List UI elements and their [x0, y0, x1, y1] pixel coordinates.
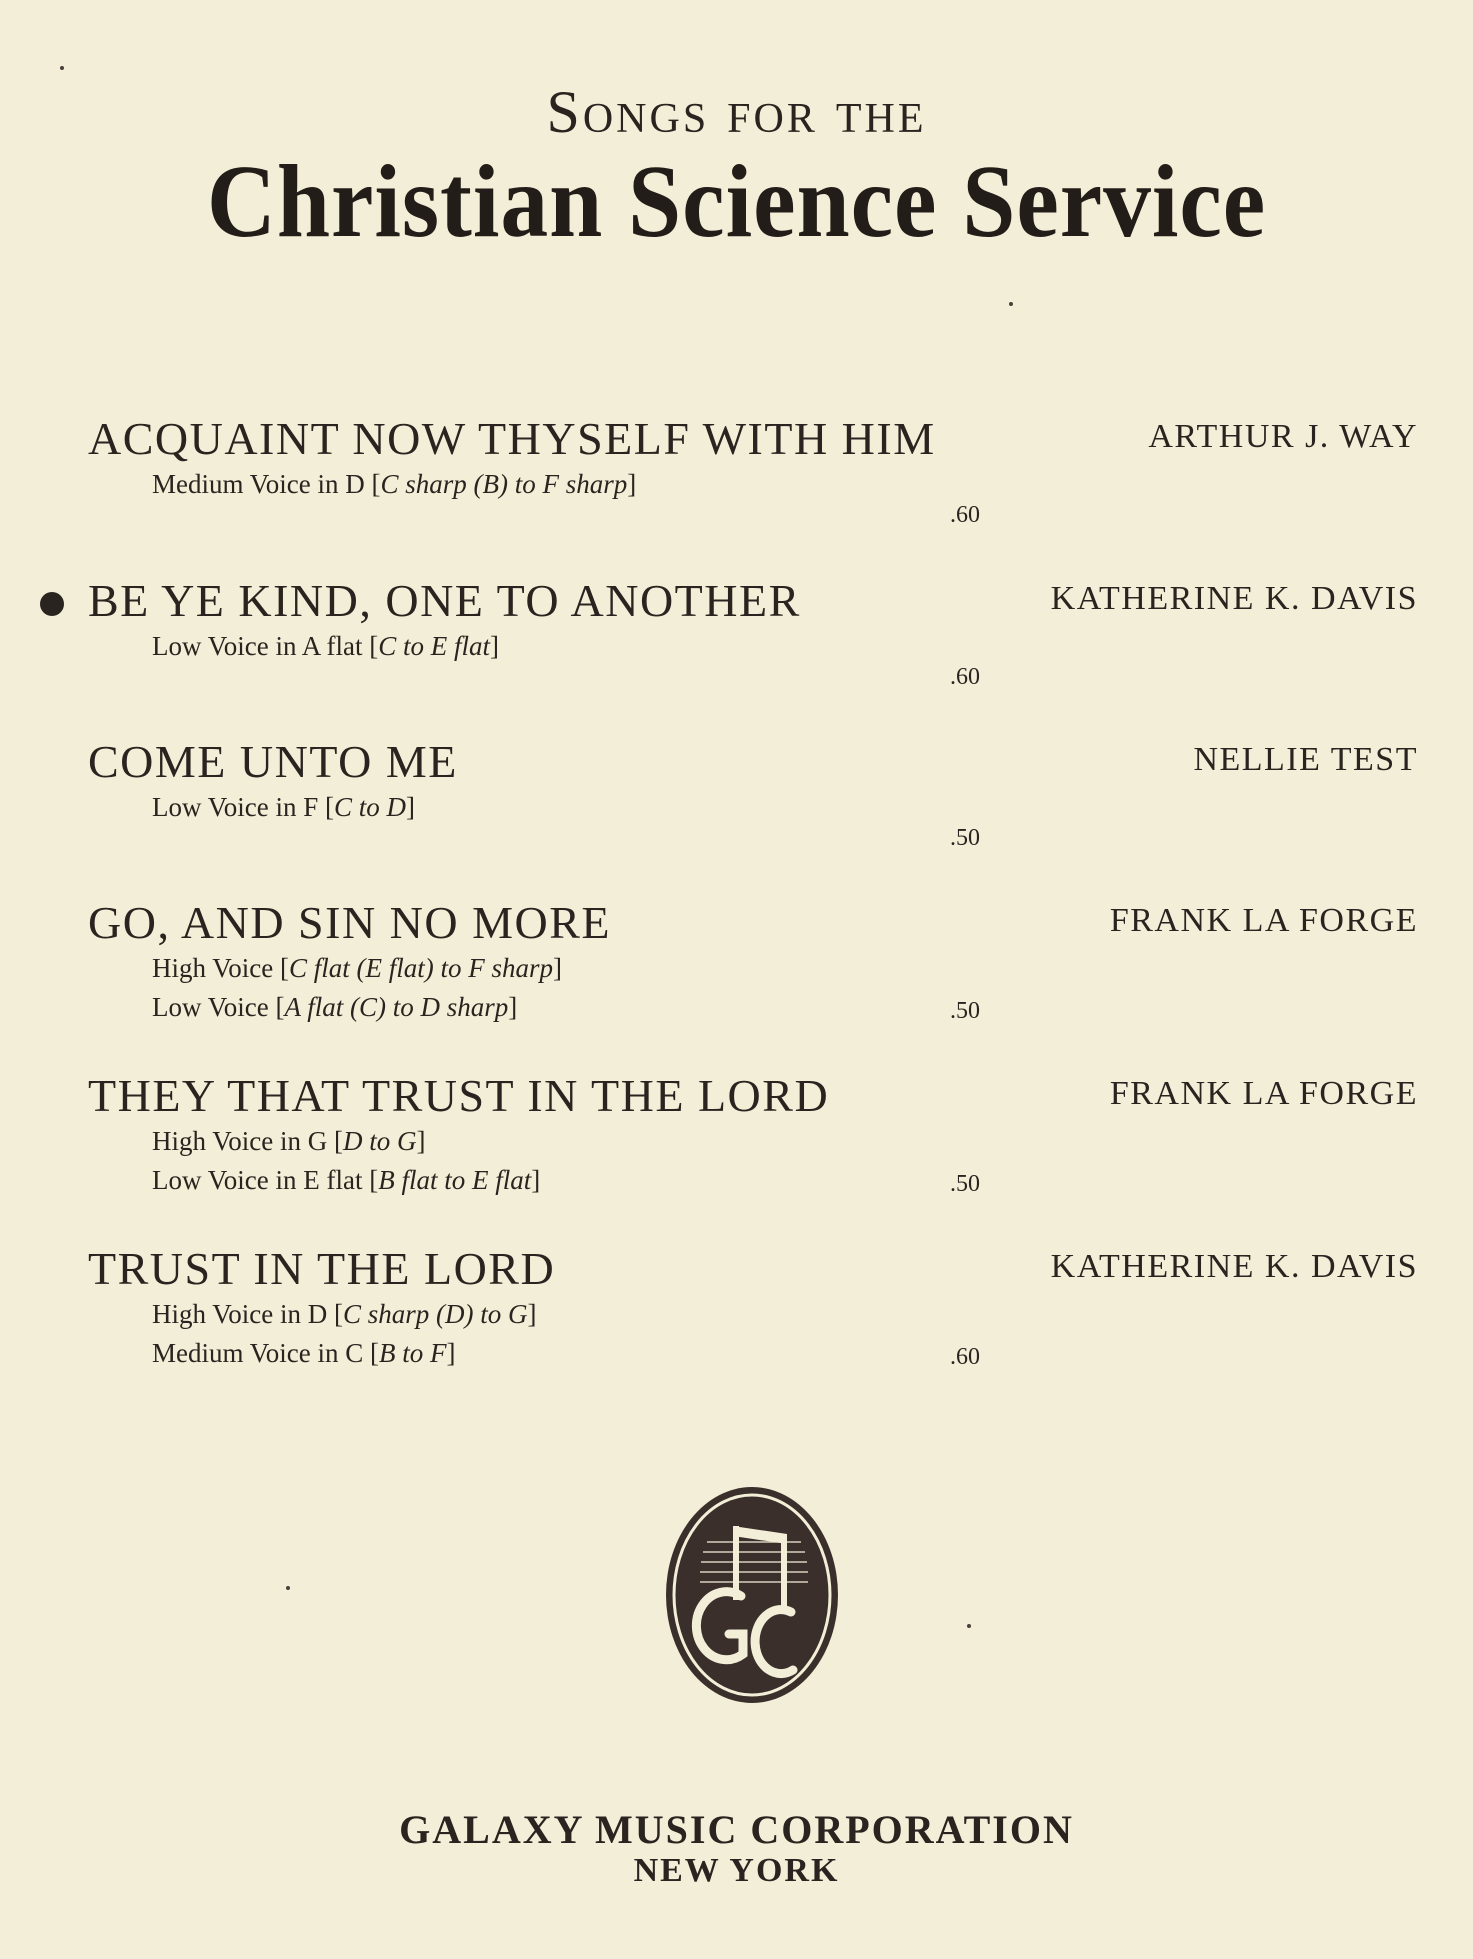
- voice-range: C sharp (D) to G: [343, 1299, 528, 1329]
- voice-range: A flat (C) to D sharp: [284, 992, 509, 1022]
- voice-range: D to G: [343, 1126, 417, 1156]
- voice-range: C sharp (B) to F sharp: [380, 469, 628, 499]
- voice-line: High Voice [C flat (E flat) to F sharp]: [152, 953, 563, 983]
- song-title: GO, AND SIN NO MORE: [88, 897, 612, 948]
- voice-label: Low Voice in A flat: [152, 631, 363, 661]
- header-title: Christian Science Service: [206, 144, 1267, 259]
- song-price: .60: [950, 664, 980, 690]
- song-price: .50: [950, 998, 980, 1024]
- voice-label: Medium Voice in C: [152, 1338, 364, 1368]
- voice-line: High Voice in D [C sharp (D) to G]: [152, 1299, 537, 1329]
- song-price: .60: [950, 1344, 980, 1370]
- song-title: TRUST IN THE LORD: [88, 1243, 556, 1294]
- voice-label: Low Voice in F: [152, 792, 319, 822]
- publisher-name: GALAXY MUSIC CORPORATION: [399, 1807, 1074, 1852]
- song-price: .50: [950, 1171, 980, 1197]
- voice-label: Low Voice: [152, 992, 269, 1022]
- song-title: ACQUAINT NOW THYSELF WITH HIM: [88, 413, 936, 464]
- paper-speck: [967, 1624, 971, 1628]
- voice-range: B flat to E flat: [378, 1165, 532, 1195]
- voice-range: C to D: [334, 792, 407, 822]
- voice-line: Low Voice in F [C to D]: [152, 792, 416, 822]
- publisher-logo: [663, 1484, 841, 1706]
- song-composer: ARTHUR J. WAY: [1148, 418, 1418, 455]
- voice-range: C flat (E flat) to F sharp: [289, 953, 554, 983]
- voice-line: High Voice in G [D to G]: [152, 1126, 426, 1156]
- voice-range: B to F: [379, 1338, 447, 1368]
- voice-line: Low Voice in E flat [B flat to E flat]: [152, 1165, 541, 1195]
- paper-speck: [1009, 302, 1013, 306]
- song-price: .50: [950, 825, 980, 851]
- song-composer: FRANK LA FORGE: [1109, 1075, 1418, 1112]
- marked-bullet-icon: [40, 592, 64, 616]
- voice-label: Medium Voice in D: [152, 469, 365, 499]
- song-composer: KATHERINE K. DAVIS: [1050, 1248, 1418, 1285]
- voice-label: High Voice in D: [152, 1299, 328, 1329]
- voice-line: Medium Voice in D [C sharp (B) to F sharp]: [152, 469, 637, 499]
- header-subtitle: Songs for the: [546, 79, 927, 145]
- song-composer: KATHERINE K. DAVIS: [1050, 580, 1418, 617]
- voice-label: Low Voice in E flat: [152, 1165, 363, 1195]
- paper-speck: [60, 66, 64, 70]
- publisher-city: NEW YORK: [633, 1852, 840, 1889]
- voice-range: C to E flat: [378, 631, 491, 661]
- voice-line: Medium Voice in C [B to F]: [152, 1338, 456, 1368]
- voice-label: High Voice in G: [152, 1126, 328, 1156]
- voice-line: Low Voice in A flat [C to E flat]: [152, 631, 500, 661]
- song-title: COME UNTO ME: [88, 736, 458, 787]
- song-title: BE YE KIND, ONE TO ANOTHER: [88, 575, 801, 626]
- paper-speck: [286, 1586, 290, 1590]
- song-title: THEY THAT TRUST IN THE LORD: [88, 1070, 830, 1121]
- song-composer: NELLIE TEST: [1193, 741, 1418, 778]
- song-price: .60: [950, 502, 980, 528]
- music-note-monogram-icon: [663, 1484, 841, 1706]
- song-composer: FRANK LA FORGE: [1109, 902, 1418, 939]
- voice-label: High Voice: [152, 953, 274, 983]
- voice-line: Low Voice [A flat (C) to D sharp]: [152, 992, 518, 1022]
